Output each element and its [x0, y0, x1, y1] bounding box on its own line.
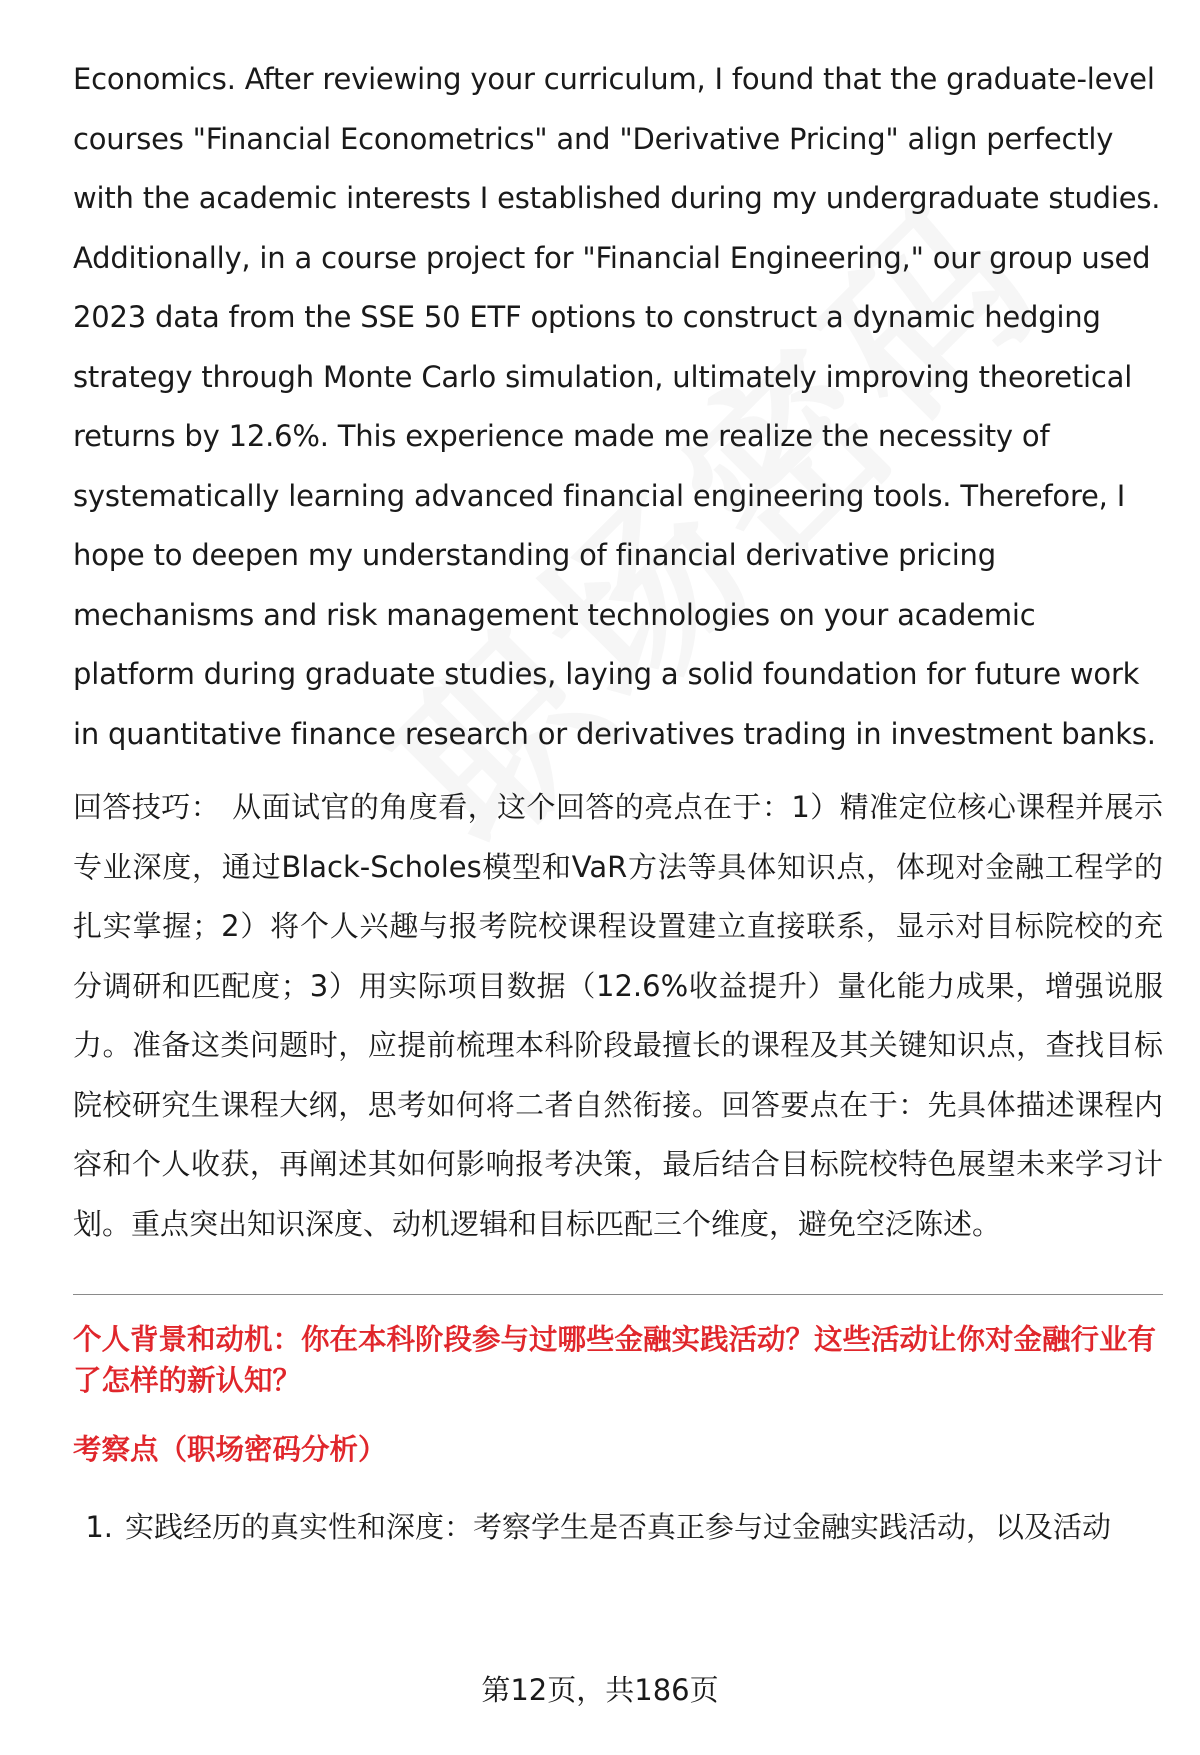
- answer-paragraph: Economics. After reviewing your curriculum, I found that the graduate-level courses "Financial Econometrics" and "Derivative Pricing" align perfectly with the academic interests I established during my undergraduate studies. Additionally, in a course project for "Financial Engineering," our group used 2023 data from the SSE 50 ETF options to construct a dynamic hedging strategy through Monte Carlo simulation, ultimately improving theoretical returns by 12.6%. This experience made me realize the necessity of systematically learning advanced financial engineering tools. Therefore, I hope to deepen my understanding of financial derivative pricing mechanisms and risk management technologies on your academic platform during graduate studies, laying a solid foundation for future work in quantitative finance research or derivatives trading in investment banks.: [73, 62, 1161, 751]
- question-heading: 个人背景和动机：你在本科阶段参与过哪些金融实践活动？这些活动让你对金融行业有了怎样的新认知？: [73, 1323, 1157, 1397]
- list-item-text: 实践经历的真实性和深度：考察学生是否真正参与过金融实践活动，以及活动: [125, 1510, 1112, 1544]
- analysis-heading: 考察点（职场密码分析）: [73, 1433, 387, 1466]
- list-item-number: 1.: [85, 1510, 113, 1544]
- tips-label: 回答技巧：: [73, 790, 221, 824]
- page-number: 第12页，共186页: [481, 1673, 719, 1707]
- list-item: [73, 1502, 1163, 1552]
- tips-text: 从面试官的角度看，这个回答的亮点在于：1）精准定位核心课程并展示专业深度，通过Black-Scholes模型和VaR方法等具体知识点，体现对金融工程学的扎实掌握；2）将个人兴趣与报考院校课程设置建立直接联系，显示对目标院校的充分调研和匹配度；3）用实际项目数据（12.6%收益提升）量化能力成果，增强说服力。准备这类问题时，应提前梳理本科阶段最擅长的课程及其关键知识点，查找目标院校研究生课程大纲，思考如何将二者自然衔接。回答要点在于：先具体描述课程内容和个人收获，再阐述其如何影响报考决策，最后结合目标院校特色展望未来学习计划。重点突出知识深度、动机逻辑和目标匹配三个维度，避免空泛陈述。: [73, 790, 1163, 1241]
- tips-paragraph: [73, 778, 1163, 1254]
- section-divider: [73, 1294, 1163, 1295]
- document-page: [73, 50, 1163, 1552]
- analysis-list: [73, 1502, 1163, 1552]
